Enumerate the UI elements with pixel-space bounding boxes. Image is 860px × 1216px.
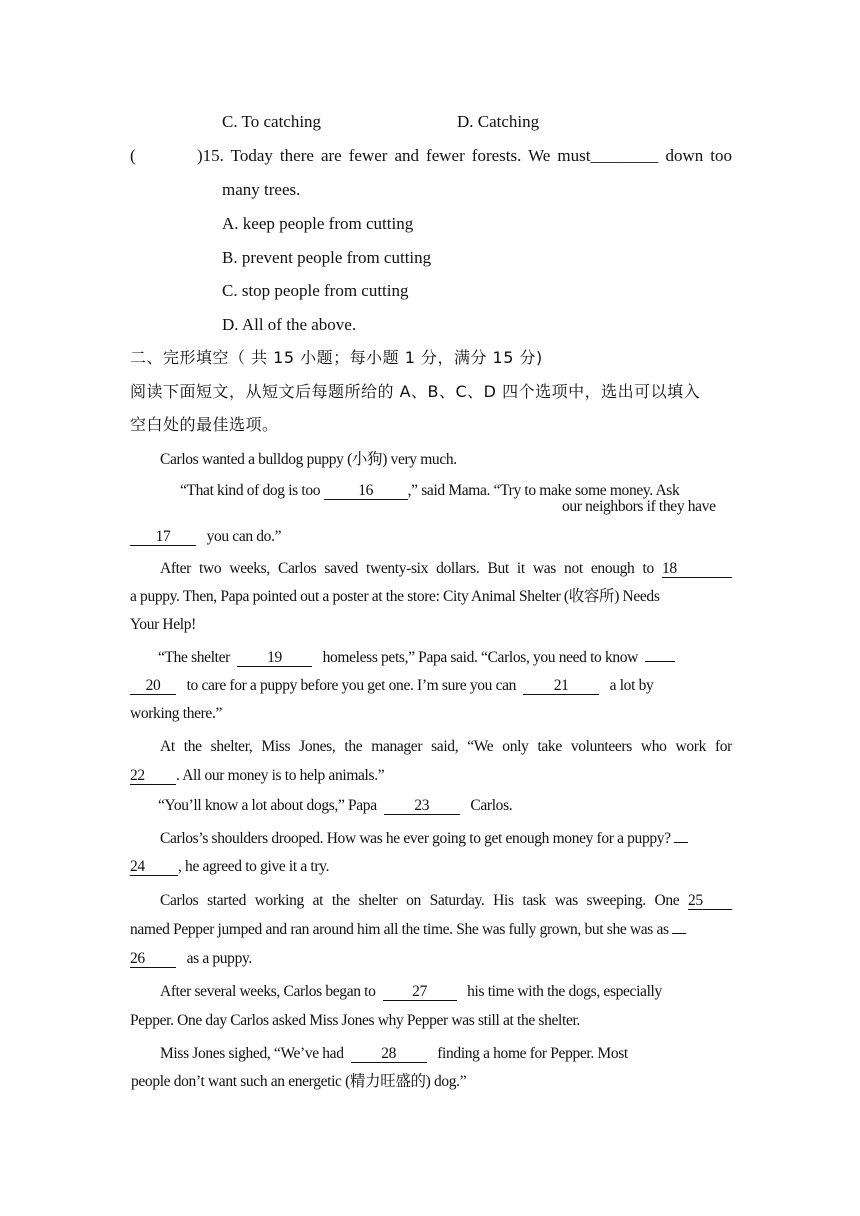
q15-option-b: B. prevent people from cutting bbox=[222, 248, 432, 267]
blank-17: 17 bbox=[130, 528, 196, 546]
blank-18: 18 bbox=[662, 560, 732, 578]
passage-text: homeless pets,” Papa said. “Carlos, you need to know bbox=[322, 649, 639, 666]
passage-line: working there.” bbox=[130, 705, 223, 722]
q15-answer-paren: ( bbox=[130, 146, 136, 165]
passage-text: a lot by bbox=[609, 677, 654, 694]
q15-stem-continued: many trees. bbox=[222, 180, 301, 199]
blank-20-start bbox=[645, 661, 675, 662]
passage-line: Carlos wanted a bulldog puppy (小狗) very much. bbox=[160, 451, 457, 468]
passage-text: “You’ll know a lot about dogs,” Papa bbox=[158, 797, 377, 814]
passage-line: Your Help! bbox=[130, 616, 196, 633]
passage-text: ,” said Mama. “Try to make some money. Ask bbox=[407, 482, 680, 499]
blank-22: 22 bbox=[130, 767, 176, 785]
passage-line bbox=[160, 829, 688, 849]
blank-24-start bbox=[674, 842, 688, 843]
q15-stem bbox=[197, 146, 732, 166]
passage-line bbox=[158, 796, 512, 816]
passage-text: to care for a puppy before you get one. I’m sure you can bbox=[186, 677, 517, 694]
section-instruction-line2: 空白处的最佳选项。 bbox=[130, 415, 279, 434]
q15-option-d: D. All of the above. bbox=[222, 315, 357, 334]
q15-stem-text: )15. Today there are fewer and fewer forests. We must bbox=[197, 146, 591, 165]
passage-text: “That kind of dog is too bbox=[180, 482, 321, 499]
passage-text: After two weeks, Carlos saved twenty-six dollars. But it was not enough to bbox=[160, 560, 654, 577]
passage-line: Pepper. One day Carlos asked Miss Jones why Pepper was still at the shelter. bbox=[130, 1012, 580, 1029]
passage-line bbox=[158, 648, 675, 668]
passage-text: named Pepper jumped and ran around him all the time. She was fully grown, but she was as bbox=[130, 921, 669, 938]
q14-option-c: C. To catching bbox=[222, 112, 322, 131]
blank-28: 28 bbox=[351, 1045, 427, 1063]
section-heading: 二、完形填空（ 共 15 小题；每小题 1 分，满分 15 分) bbox=[130, 348, 543, 367]
passage-text: Miss Jones sighed, “We’ve had bbox=[160, 1045, 344, 1062]
passage-line bbox=[130, 527, 281, 547]
passage-text: you can do.” bbox=[206, 528, 282, 545]
passage-text: . All our money is to help animals.” bbox=[176, 767, 385, 784]
passage-text: Carlos started working at the shelter on Saturday. His task was sweeping. One bbox=[160, 892, 680, 909]
blank-19: 19 bbox=[237, 649, 312, 667]
passage-line: a puppy. Then, Papa pointed out a poster at the store: City Animal Shelter (收容所) Needs bbox=[130, 588, 660, 605]
blank-16: 16 bbox=[324, 482, 408, 500]
passage-line bbox=[130, 766, 384, 786]
passage-text: Carlos. bbox=[470, 797, 513, 814]
q15-option-c: C. stop people from cutting bbox=[222, 281, 409, 300]
passage-line: At the shelter, Miss Jones, the manager said, “We only take volunteers who work for bbox=[160, 738, 732, 755]
passage-line bbox=[160, 1044, 628, 1064]
passage-text: After several weeks, Carlos began to bbox=[160, 983, 376, 1000]
blank-21: 21 bbox=[523, 677, 599, 695]
passage-line: people don’t want such an energetic (精力旺盛的) dog.” bbox=[131, 1073, 467, 1090]
q14-option-d: D. Catching bbox=[457, 112, 540, 131]
q15-option-a: A. keep people from cutting bbox=[222, 214, 414, 233]
passage-line bbox=[160, 891, 732, 911]
blank-20: 20 bbox=[130, 677, 176, 695]
passage-text: finding a home for Pepper. Most bbox=[437, 1045, 628, 1062]
passage-line: our neighbors if they have bbox=[562, 498, 716, 515]
blank-27: 27 bbox=[383, 983, 457, 1001]
blank-24: 24 bbox=[130, 858, 178, 876]
passage-text: “The shelter bbox=[158, 649, 230, 666]
blank-26-start bbox=[672, 933, 686, 934]
passage-line bbox=[130, 920, 686, 940]
passage-line bbox=[130, 949, 252, 969]
section-instruction-line1: 阅读下面短文，从短文后每题所给的 A、B、C、D 四个选项中，选出可以填入 bbox=[130, 382, 701, 401]
passage-text: Carlos’s shoulders drooped. How was he ever going to get enough money for a puppy? bbox=[160, 830, 671, 847]
passage-line bbox=[130, 676, 653, 696]
passage-text: , he agreed to give it a try. bbox=[178, 858, 330, 875]
passage-line bbox=[160, 559, 732, 579]
passage-line bbox=[130, 857, 329, 877]
q15-stem-end: down too bbox=[665, 146, 733, 165]
passage-text: as a puppy. bbox=[186, 950, 252, 967]
passage-line bbox=[160, 982, 662, 1002]
passage-text: his time with the dogs, especially bbox=[467, 983, 662, 1000]
blank-26: 26 bbox=[130, 950, 176, 968]
q15-blank: ________ bbox=[590, 146, 659, 165]
blank-23: 23 bbox=[384, 797, 460, 815]
blank-25: 25 bbox=[688, 892, 732, 910]
